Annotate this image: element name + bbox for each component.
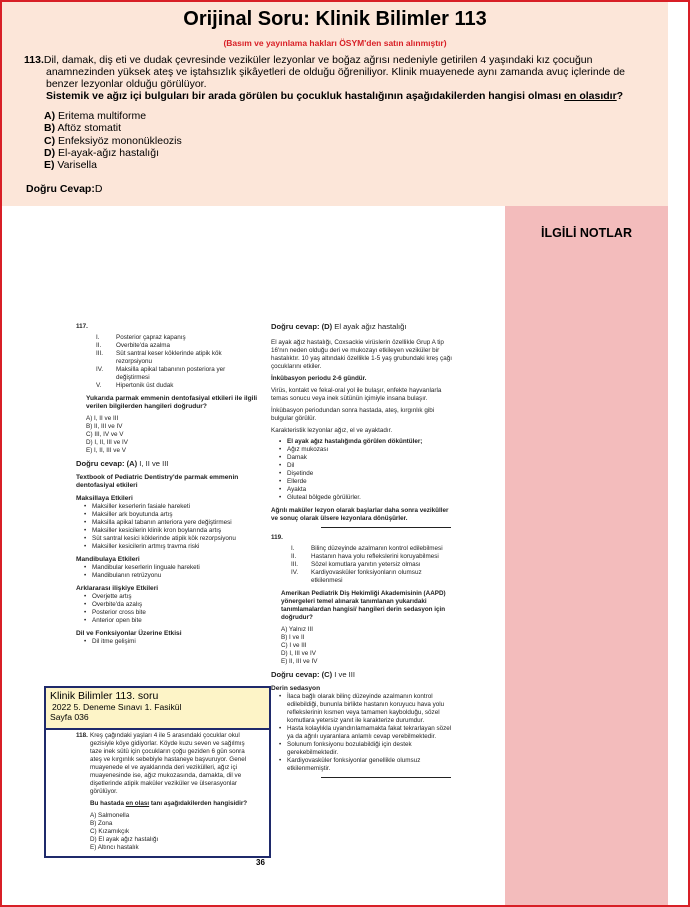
q117-number: 117.	[76, 323, 88, 330]
hfmd-list: • El ayak ağız hastalığında görülen döküntüler; • Ağız mukozası • Damak • Dil • Dişetinde • Ellerde • Ayakta • Gluteal bölgede görülürler.	[271, 438, 453, 502]
hfmd-p2: Virüs, kontakt ve fekal-oral yol ile bulaşır, enfekte hayvanlarla temas sonucu veya inek sütünün içimiyle insana bulaşır.	[271, 387, 442, 402]
question-text	[24, 54, 640, 102]
question-stem: Sistemik ve ağız içi bulguları bir arada görülen bu çocukluk hastalığının aşağıdakilerden hangisi olması en olasıdır?	[46, 90, 624, 102]
option-e: E) Varisella	[44, 159, 97, 172]
q118-stem: Bu hastada en olası tanı aşağıdakilerden hangisidir?	[90, 800, 248, 807]
q118-text: Kreş çağındaki yaşları 4 ile 5 arasındaki çocuklar okul gezisiyle köye gidiyorlar. Köyde kuzu seven ve sağılmış taze inek sütü için çocukların çoğu geziden 6 gün sonra ateş ve kırgınlık sebebiyle hastaneye başvuruyor. Genel muayenede el ve ayaklarında deri vezikülleri, ağız içi muayenesinde ise, ağız mukozasında, damakta, dil ve dişetlerinde atipik maküler veziküler ve ülserasyonlar görülüyor.	[90, 732, 247, 795]
hfmd-p1: El ayak ağız hastalığı, Coxsackie virüslerin özellikle Grup A tip 16'nın neden olduğu deri ve mukozayı etkileyen veziküler bir hastalıktır. 10 yaş altındaki özellikle 1-5 yaş grubundaki kreş çağı çocuklarını etkiler.	[271, 339, 452, 370]
derin-list: • İlaca bağlı olarak bilinç düzeyinde azalmanın kontrol edilebildiği, bununla birlikte hastanın koruyucu hava yolu reflekslerinin kısmen veya tamamen kaybolduğu, sözel komutlara yetersiz yanıt ile karakterize durumdur. • Hasta kolaylıkla uyandırılamamakta fakat tekrarlayan sözel ya da ağrılı uyaranlara anlamlı cevap verebilmektedir. • Solunum fonksiyonu bozulabildiği için destek gerekebilmektedir. • Kardiyovasküler fonksiyonlar genellikle olumsuz etkilenmemiştir.	[271, 693, 453, 773]
max-title: Maksillaya Etkileri	[76, 495, 133, 502]
question-number: 113.	[24, 54, 44, 66]
q118-options: A) Salmonella B) Zona C) Kızamıkçık D) El ayak ağız hastalığı E) Altıncı hastalık	[90, 812, 159, 851]
separator-2	[321, 777, 451, 778]
q117-answer: Doğru cevap: (A) I, II ve III	[76, 459, 169, 468]
option-b: B) Aftöz stomatit	[44, 122, 122, 135]
page-number: 36	[256, 858, 265, 867]
hfmd-incubation: İnkübasyon periodu 2-6 gündür.	[271, 375, 367, 382]
question-line-1: Dil, damak, diş eti ve dudak çevresinde veziküler lezyonlar ve boğaz ağrısı nedeniyle getirilen 4 yaşındaki kız çocuğun	[43, 54, 593, 66]
mand-list: • Mandibular keserlerin linguale hareketi • Mandibulanın retrüzyonu	[76, 564, 258, 580]
related-notes-panel	[505, 206, 668, 905]
reference-header	[44, 686, 271, 730]
q117-options: A) I, II ve III B) II, III ve IV C) III, IV ve V D) I, II, III ve IV E) I, II, III ve V	[86, 415, 128, 454]
mand-title: Mandibulaya Etkileri	[76, 556, 140, 563]
arch-title: Arklararası ilişkiye Etkileri	[76, 585, 159, 592]
q118-answer: Doğru cevap: (D) El ayak ağız hastalığı	[271, 322, 407, 331]
answer-options	[44, 110, 182, 171]
hfmd-p3: İnkübasyon periodundan sonra hastada, ateş, kırgınlık gibi bulgular görülür.	[271, 407, 435, 422]
question-line-2: anamnezinden yüksek ateş ve iştahsızlık şikâyetleri de olduğu öğreniliyor. Klinik muayenede aynı zamanda avuç içlerinde de	[46, 66, 625, 78]
option-c: C) Enfeksiyöz mononükleozis	[44, 134, 182, 147]
q119-stem: Amerikan Pediatrik Diş Hekimliği Akademisinin (AAPD) yönergeleri temel alınarak tanımlanan yukarıdaki tanımlamalardan hangisi/ hangileri derin sedasyon için doğrudur?	[281, 590, 446, 621]
correct-answer: Doğru Cevap:D	[26, 183, 103, 195]
option-a: A) Eritema multiforme	[44, 110, 147, 122]
q119-number: 119.	[271, 534, 283, 541]
q119-items: I. Bilinç düzeyinde azalmanın kontrol edilebilmesi II. Hastanın hava yolu reflekslerini koruyabilmesi III. Sözel komutlara yanıtın yetersiz olması IV. Kardiyovasküler fonksiyonların olumsuz etkilenmesi	[291, 545, 443, 584]
func-list: • Dil itme gelişimi	[76, 638, 258, 646]
q118-number: 118.	[76, 732, 88, 739]
q117-stem: Yukarıda parmak emmenin dentofasiyal etkileri ile ilgili verilen bilgilerden hangileri doğrudur?	[86, 395, 258, 410]
hfmd-p4: Karakteristik lezyonlar ağız, el ve ayaktadır.	[271, 427, 393, 434]
reference-line-1: Klinik Bilimler 113. soru	[50, 690, 159, 702]
q117-source: Textbook of Pediatric Dentistry'de parmak emmenin dentofasiyal etkileri	[76, 474, 239, 489]
hfmd-p5: Ağrılı maküler lezyon olarak başlarlar daha sonra veziküller ve sonuç olarak ülsere lezyonlara dönüşürler.	[271, 507, 449, 522]
related-notes-title: İLGİLİ NOTLAR	[541, 226, 632, 240]
option-d: D) El-ayak-ağız hastalığı	[44, 146, 159, 159]
page-left-column	[76, 323, 258, 646]
q119-answer: Doğru cevap: (C) I ve III	[271, 670, 355, 679]
page-title: Orijinal Soru: Klinik Bilimler 113	[183, 8, 487, 30]
question-line-3: benzer lezyonlar olduğu görülüyor.	[46, 78, 207, 90]
func-title: Dil ve Fonksiyonlar Üzerine Etkisi	[76, 630, 182, 637]
q117-items: I. Posterior çapraz kapanış II. Overbite'da azalma III. Süt santral keser köklerinde atipik kök rezorpsiyonu IV. Maksilla apikal tabanının posteriora yer değiştirmesi V. Hipertonik üst dudak	[96, 334, 226, 389]
copyright-note: (Basım ve yayınlama hakları ÖSYM'den satın alınmıştır)	[223, 38, 447, 48]
derin-title: Derin sedasyon	[271, 685, 321, 692]
q119-options: A) Yalnız III B) I ve II C) I ve III D) I, III ve IV E) II, III ve IV	[281, 626, 318, 665]
reference-line-2: 2022 5. Deneme Sınavı 1. Fasikül	[52, 702, 182, 712]
question-panel	[2, 2, 668, 206]
arch-list: • Overjette artış • Overbite'da azalış • Posterior cross bite • Anterior open bite	[76, 593, 258, 625]
max-list: • Maksiller keserlerin fasiale hareketi • Maksiller ark boyutunda artış • Maksilla apikal tabanın anteriora yere değiştirmesi • Maksiller kesicilerin klinik kron boylarında artış • Süt santral kesici köklerinde atipik kök rezorpsiyonu • Maksiller kesicilerin artmış travma riski	[76, 503, 258, 551]
page-right-column	[271, 323, 453, 782]
separator	[321, 527, 451, 528]
reference-line-3: Sayfa 036	[50, 712, 89, 722]
